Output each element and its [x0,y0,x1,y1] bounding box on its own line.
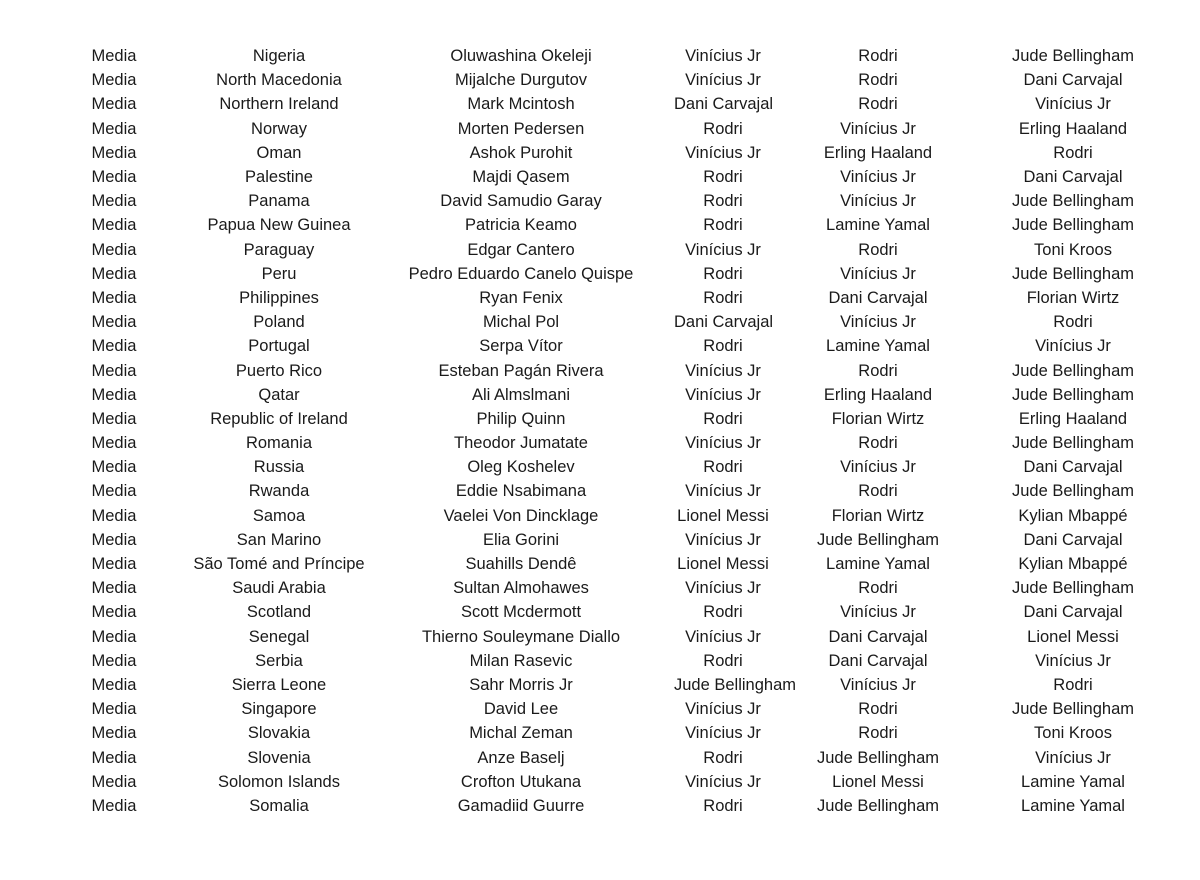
first-place-vote-cell: Jude Bellingham [674,675,796,694]
category-cell: Media [91,264,137,283]
second-place-vote-cell: Erling Haaland [823,385,933,404]
table-row [38,600,1162,624]
category-cell: Media [91,240,137,259]
category-cell: Media [91,724,137,743]
table-row [38,213,1162,237]
votes-table-body [38,44,1162,818]
second-place-vote-cell: Vinícius Jr [840,458,916,477]
third-place-vote-cell: Rodri [1053,313,1093,332]
country-cell: Slovakia [247,724,311,743]
voter-name-cell: Gamadiid Guurre [457,796,585,815]
table-row [38,552,1162,576]
country-cell: Rwanda [248,482,310,501]
table-row [38,745,1162,769]
country-cell: Senegal [248,627,310,646]
country-cell: Samoa [252,506,306,525]
first-place-vote-cell: Vinícius Jr [685,482,761,501]
first-place-vote-cell: Lionel Messi [677,506,769,525]
voter-name-cell: Elia Gorini [482,530,560,549]
country-cell: Solomon Islands [218,772,340,791]
third-place-vote-cell: Rodri [1053,675,1093,694]
first-place-vote-cell: Vinícius Jr [685,71,761,90]
table-row [38,528,1162,552]
third-place-vote-cell: Jude Bellingham [1012,361,1134,380]
third-place-vote-cell: Toni Kroos [1034,724,1112,743]
table-row [38,165,1162,189]
second-place-vote-cell: Lamine Yamal [826,216,930,235]
third-place-vote-cell: Vinícius Jr [1035,651,1111,670]
voter-name-cell: Eddie Nsabimana [455,482,587,501]
third-place-vote-cell: Florian Wirtz [1026,288,1120,307]
country-cell: Papua New Guinea [207,216,351,235]
category-cell: Media [91,796,137,815]
voter-name-cell: Patricia Keamo [465,216,577,235]
country-cell: Philippines [239,288,319,307]
second-place-vote-cell: Vinícius Jr [840,313,916,332]
third-place-vote-cell: Jude Bellingham [1012,434,1134,453]
third-place-vote-cell: Erling Haaland [1018,409,1128,428]
voter-name-cell: Pedro Eduardo Canelo Quispe [408,264,634,283]
country-cell: Singapore [241,700,317,719]
table-row [38,649,1162,673]
voter-name-cell: David Lee [483,700,559,719]
country-cell: Somalia [249,796,309,815]
category-cell: Media [91,168,137,187]
table-row [38,262,1162,286]
table-row [38,625,1162,649]
first-place-vote-cell: Rodri [703,603,743,622]
third-place-vote-cell: Toni Kroos [1034,240,1112,259]
first-place-vote-cell: Vinícius Jr [685,47,761,66]
category-cell: Media [91,313,137,332]
second-place-vote-cell: Rodri [858,361,898,380]
country-cell: Panama [248,192,310,211]
category-cell: Media [91,337,137,356]
third-place-vote-cell: Kylian Mbappé [1018,506,1128,525]
table-row [38,334,1162,358]
third-place-vote-cell: Dani Carvajal [1023,71,1123,90]
third-place-vote-cell: Erling Haaland [1018,119,1128,138]
third-place-vote-cell: Dani Carvajal [1023,458,1123,477]
country-cell: Scotland [246,603,312,622]
first-place-vote-cell: Rodri [703,192,743,211]
category-cell: Media [91,627,137,646]
second-place-vote-cell: Vinícius Jr [840,675,916,694]
table-row [38,92,1162,116]
voter-name-cell: Crofton Utukana [460,772,582,791]
category-cell: Media [91,700,137,719]
first-place-vote-cell: Rodri [703,796,743,815]
voter-name-cell: Sultan Almohawes [453,579,589,598]
second-place-vote-cell: Vinícius Jr [840,168,916,187]
first-place-vote-cell: Vinícius Jr [685,530,761,549]
category-cell: Media [91,192,137,211]
table-row [38,383,1162,407]
voter-name-cell: Scott Mcdermott [460,603,582,622]
country-cell: Puerto Rico [235,361,323,380]
category-cell: Media [91,772,137,791]
voter-name-cell: Oleg Koshelev [467,458,575,477]
first-place-vote-cell: Vinícius Jr [685,240,761,259]
second-place-vote-cell: Rodri [858,240,898,259]
table-row [38,479,1162,503]
table-row [38,504,1162,528]
category-cell: Media [91,579,137,598]
country-cell: Poland [253,313,305,332]
voter-name-cell: Sahr Morris Jr [469,675,573,694]
table-row [38,455,1162,479]
voter-name-cell: Vaelei Von Dincklage [443,506,599,525]
voter-name-cell: Thierno Souleymane Diallo [421,627,621,646]
table-row [38,310,1162,334]
second-place-vote-cell: Jude Bellingham [817,796,939,815]
voter-name-cell: Mijalche Durgutov [454,71,588,90]
country-cell: Nigeria [252,47,306,66]
country-cell: Republic of Ireland [210,409,348,428]
country-cell: Palestine [245,168,313,187]
country-cell: North Macedonia [216,71,342,90]
second-place-vote-cell: Lamine Yamal [826,555,930,574]
country-cell: San Marino [236,530,322,549]
second-place-vote-cell: Vinícius Jr [840,119,916,138]
third-place-vote-cell: Jude Bellingham [1012,264,1134,283]
voter-name-cell: Anze Baselj [477,748,565,767]
second-place-vote-cell: Rodri [858,71,898,90]
country-cell: Northern Ireland [219,95,339,114]
country-cell: Oman [256,143,302,162]
third-place-vote-cell: Vinícius Jr [1035,95,1111,114]
second-place-vote-cell: Rodri [858,700,898,719]
category-cell: Media [91,482,137,501]
first-place-vote-cell: Vinícius Jr [685,700,761,719]
country-cell: Norway [251,119,307,138]
second-place-vote-cell: Vinícius Jr [840,264,916,283]
first-place-vote-cell: Vinícius Jr [685,579,761,598]
category-cell: Media [91,71,137,90]
third-place-vote-cell: Jude Bellingham [1012,700,1134,719]
first-place-vote-cell: Rodri [703,288,743,307]
third-place-vote-cell: Rodri [1053,143,1093,162]
voter-name-cell: Michal Pol [482,313,560,332]
voter-name-cell: Serpa Vítor [479,337,563,356]
category-cell: Media [91,603,137,622]
category-cell: Media [91,458,137,477]
first-place-vote-cell: Lionel Messi [677,555,769,574]
first-place-vote-cell: Vinícius Jr [685,143,761,162]
voter-name-cell: Mark Mcintosh [467,95,575,114]
voter-name-cell: Suahills Dendê [465,555,577,574]
country-cell: Slovenia [247,748,311,767]
second-place-vote-cell: Rodri [858,47,898,66]
first-place-vote-cell: Vinícius Jr [685,724,761,743]
first-place-vote-cell: Vinícius Jr [685,361,761,380]
category-cell: Media [91,434,137,453]
table-row [38,189,1162,213]
third-place-vote-cell: Dani Carvajal [1023,530,1123,549]
first-place-vote-cell: Rodri [703,409,743,428]
table-row [38,576,1162,600]
second-place-vote-cell: Dani Carvajal [828,627,928,646]
country-cell: Russia [253,458,305,477]
third-place-vote-cell: Jude Bellingham [1012,216,1134,235]
table-row [38,770,1162,794]
table-row [38,238,1162,262]
second-place-vote-cell: Lionel Messi [832,772,924,791]
category-cell: Media [91,143,137,162]
category-cell: Media [91,119,137,138]
first-place-vote-cell: Rodri [703,168,743,187]
second-place-vote-cell: Dani Carvajal [828,288,928,307]
second-place-vote-cell: Rodri [858,482,898,501]
table-row [38,141,1162,165]
table-row [38,721,1162,745]
third-place-vote-cell: Vinícius Jr [1035,337,1111,356]
country-cell: Portugal [248,337,310,356]
second-place-vote-cell: Jude Bellingham [817,530,939,549]
first-place-vote-cell: Vinícius Jr [685,627,761,646]
third-place-vote-cell: Jude Bellingham [1012,47,1134,66]
voter-name-cell: Morten Pedersen [457,119,585,138]
table-row [38,286,1162,310]
second-place-vote-cell: Vinícius Jr [840,603,916,622]
first-place-vote-cell: Vinícius Jr [685,772,761,791]
voter-name-cell: Michal Zeman [469,724,573,743]
third-place-vote-cell: Kylian Mbappé [1018,555,1128,574]
third-place-vote-cell: Jude Bellingham [1012,579,1134,598]
third-place-vote-cell: Dani Carvajal [1023,603,1123,622]
category-cell: Media [91,288,137,307]
table-row [38,407,1162,431]
country-cell: Serbia [255,651,303,670]
category-cell: Media [91,651,137,670]
voter-name-cell: Edgar Cantero [467,240,575,259]
second-place-vote-cell: Erling Haaland [823,143,933,162]
second-place-vote-cell: Lamine Yamal [826,337,930,356]
table-row [38,794,1162,818]
third-place-vote-cell: Lionel Messi [1027,627,1119,646]
first-place-vote-cell: Rodri [703,119,743,138]
third-place-vote-cell: Dani Carvajal [1023,168,1123,187]
table-row [38,117,1162,141]
voter-name-cell: Majdi Qasem [472,168,570,187]
votes-table [38,44,1162,818]
country-cell: Paraguay [243,240,315,259]
voter-name-cell: Ashok Purohit [469,143,573,162]
category-cell: Media [91,675,137,694]
voter-name-cell: Philip Quinn [476,409,566,428]
category-cell: Media [91,47,137,66]
category-cell: Media [91,385,137,404]
first-place-vote-cell: Rodri [703,651,743,670]
third-place-vote-cell: Jude Bellingham [1012,192,1134,211]
category-cell: Media [91,216,137,235]
first-place-vote-cell: Dani Carvajal [674,313,774,332]
table-row [38,431,1162,455]
first-place-vote-cell: Rodri [703,458,743,477]
first-place-vote-cell: Vinícius Jr [685,434,761,453]
second-place-vote-cell: Jude Bellingham [817,748,939,767]
first-place-vote-cell: Dani Carvajal [674,95,774,114]
table-row [38,697,1162,721]
first-place-vote-cell: Rodri [703,216,743,235]
second-place-vote-cell: Rodri [858,434,898,453]
voting-results-page [38,44,1162,818]
category-cell: Media [91,530,137,549]
voter-name-cell: Esteban Pagán Rivera [438,361,604,380]
category-cell: Media [91,409,137,428]
voter-name-cell: Milan Rasevic [469,651,573,670]
second-place-vote-cell: Dani Carvajal [828,651,928,670]
first-place-vote-cell: Rodri [703,337,743,356]
second-place-vote-cell: Vinícius Jr [840,192,916,211]
voter-name-cell: Ali Almslmani [471,385,571,404]
third-place-vote-cell: Jude Bellingham [1012,385,1134,404]
country-cell: Saudi Arabia [232,579,326,598]
first-place-vote-cell: Vinícius Jr [685,385,761,404]
country-cell: Qatar [258,385,300,404]
first-place-vote-cell: Rodri [703,264,743,283]
third-place-vote-cell: Jude Bellingham [1012,482,1134,501]
category-cell: Media [91,95,137,114]
country-cell: Romania [245,434,313,453]
category-cell: Media [91,361,137,380]
voter-name-cell: Theodor Jumatate [454,434,588,453]
table-row [38,44,1162,68]
third-place-vote-cell: Vinícius Jr [1035,748,1111,767]
country-cell: São Tomé and Príncipe [193,555,365,574]
table-row [38,68,1162,92]
voter-name-cell: David Samudio Garay [440,192,602,211]
voter-name-cell: Oluwashina Okeleji [450,47,592,66]
table-row [38,673,1162,697]
category-cell: Media [91,748,137,767]
second-place-vote-cell: Florian Wirtz [831,506,925,525]
third-place-vote-cell: Lamine Yamal [1021,796,1125,815]
second-place-vote-cell: Rodri [858,724,898,743]
category-cell: Media [91,506,137,525]
second-place-vote-cell: Florian Wirtz [831,409,925,428]
voter-name-cell: Ryan Fenix [479,288,563,307]
table-row [38,358,1162,382]
second-place-vote-cell: Rodri [858,579,898,598]
country-cell: Peru [261,264,297,283]
country-cell: Sierra Leone [231,675,327,694]
second-place-vote-cell: Rodri [858,95,898,114]
third-place-vote-cell: Lamine Yamal [1021,772,1125,791]
first-place-vote-cell: Rodri [703,748,743,767]
category-cell: Media [91,555,137,574]
